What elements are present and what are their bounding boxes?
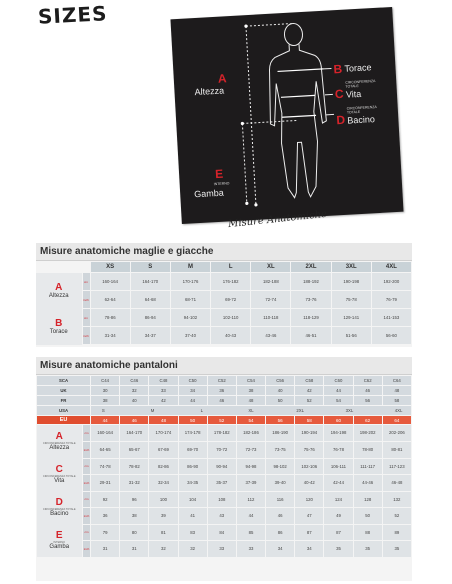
table-cell: 78-80	[353, 441, 382, 458]
table-cell: C44	[91, 376, 120, 386]
table-cell: 44	[236, 508, 265, 525]
row-label	[36, 309, 82, 345]
table-cell: 75-76	[295, 441, 324, 458]
table-cell: C54	[236, 376, 265, 386]
table-cell: 36	[207, 386, 236, 396]
table-cell: 43	[207, 508, 236, 525]
unit-label: inch	[83, 508, 91, 525]
table-cell: 38	[120, 508, 149, 525]
table-cell: 56-60	[371, 327, 411, 345]
table-cell: 182-188	[251, 273, 291, 291]
measure-name: Altezza	[49, 445, 70, 451]
measure-letter: D	[55, 497, 63, 508]
table-cell: 192-200	[371, 273, 411, 291]
table-cell: 190-198	[331, 273, 371, 291]
usa-size-value: 2XL	[296, 408, 305, 413]
table-cell: 80	[120, 524, 149, 541]
table-cell: 40-42	[295, 475, 324, 492]
usa-size-value	[165, 408, 190, 413]
measure-c-label: Vita	[345, 88, 362, 100]
measure-letter: A	[55, 431, 63, 442]
table-cell: 78-86	[90, 309, 130, 327]
table-cell: 90-94	[207, 458, 236, 475]
table-cell: 94-102	[170, 309, 210, 327]
table-cell: 76-78	[324, 441, 353, 458]
size-system-label: FR	[37, 396, 91, 406]
anatomy-caption: Misure Anatomiche	[227, 208, 328, 231]
shirts-table	[36, 243, 412, 347]
sizes-logo: SIZES	[37, 1, 109, 29]
row-label	[36, 273, 82, 309]
table-cell: 54	[324, 396, 353, 406]
table-cell: 62-64	[90, 291, 130, 309]
measure-sub: CIRCONFERENZA TOTALE	[42, 508, 76, 511]
table-cell: 67-69	[149, 441, 178, 458]
table-cell: 94-98	[236, 458, 265, 475]
measure-b-letter: B	[333, 61, 343, 77]
table-cell: 188-192	[291, 273, 331, 291]
table-cell: C58	[295, 376, 324, 386]
table-cell: 104	[178, 491, 207, 508]
table-row	[37, 491, 412, 508]
row-label	[37, 491, 83, 524]
usa-size-value: M	[150, 408, 155, 413]
size-code-row	[37, 406, 412, 416]
shirts-size-header	[36, 262, 412, 273]
table-cell: 69-70	[178, 441, 207, 458]
table-cell: 73-76	[291, 291, 331, 309]
table-cell: 48	[382, 386, 411, 396]
unit-label: cm	[83, 425, 91, 442]
table-cell: 178-182	[207, 425, 236, 442]
size-header-cell: L	[211, 262, 251, 273]
table-cell: 72-73	[236, 441, 265, 458]
table-cell: 44	[324, 386, 353, 396]
table-cell: 194-198	[324, 425, 353, 442]
table-cell: 182-186	[236, 425, 265, 442]
table-cell: 37-39	[236, 475, 265, 492]
table-cell: 170-174	[149, 425, 178, 442]
measure-c-letter: C	[334, 86, 344, 102]
table-cell: 65-67	[120, 441, 149, 458]
table-cell: 86-94	[130, 309, 170, 327]
table-cell: 48	[149, 416, 178, 425]
table-row	[36, 291, 412, 309]
table-cell: 74-78	[91, 458, 120, 475]
measure-letter: C	[55, 464, 63, 475]
table-cell: 72-74	[251, 291, 291, 309]
measure-d-label: Bacino	[347, 114, 376, 126]
size-header-cell: XS	[90, 262, 130, 273]
table-cell: 76-79	[371, 291, 411, 309]
table-cell: 110-118	[251, 309, 291, 327]
table-cell: 34-37	[130, 327, 170, 345]
table-cell: 34	[295, 541, 324, 558]
table-cell: C52	[207, 376, 236, 386]
measure-name: Altezza	[48, 292, 69, 299]
table-row	[37, 458, 412, 475]
table-cell: 34	[178, 386, 207, 396]
table-cell: C60	[324, 376, 353, 386]
table-cell: 38	[91, 396, 120, 406]
table-cell: 124	[324, 491, 353, 508]
table-cell: 128	[353, 491, 382, 508]
table-cell: 34	[266, 541, 295, 558]
table-cell: 33	[207, 541, 236, 558]
table-cell: 46	[120, 416, 149, 425]
usa-size-value: 3XL	[345, 408, 354, 413]
table-cell: 83	[178, 524, 207, 541]
table-cell: 198-202	[353, 425, 382, 442]
table-cell: 80-81	[382, 441, 411, 458]
table-cell: 40-43	[211, 327, 251, 345]
table-cell: 102-106	[295, 458, 324, 475]
pants-table	[36, 357, 412, 581]
measure-e-label: Gamba	[193, 187, 225, 200]
measure-a-letter: A	[217, 71, 227, 86]
table-cell: 35	[382, 541, 411, 558]
size-system-label: SCA	[37, 376, 91, 386]
table-cell: 116	[266, 491, 295, 508]
measure-letter: E	[55, 530, 63, 541]
table-cell: 117-123	[382, 458, 411, 475]
table-cell: 52	[295, 396, 324, 406]
unit-label: cm	[82, 309, 90, 327]
table-cell: 42-44	[324, 475, 353, 492]
table-cell: 81	[149, 524, 178, 541]
table-row	[36, 273, 412, 291]
table-cell: 47	[295, 508, 324, 525]
table-row	[37, 508, 412, 525]
table-cell: C64	[382, 376, 411, 386]
table-cell: 51-56	[331, 327, 371, 345]
table-cell: 68-71	[170, 291, 210, 309]
table-cell: 39	[149, 508, 178, 525]
table-cell: 35	[324, 541, 353, 558]
size-header-cell: XL	[251, 262, 291, 273]
table-cell: 42	[149, 396, 178, 406]
table-cell: 44	[178, 396, 207, 406]
size-code-row	[37, 376, 412, 386]
size-code-row	[37, 386, 412, 396]
table-cell: 50	[353, 508, 382, 525]
measure-name: Gamba	[49, 544, 70, 550]
table-cell: 29-31	[91, 475, 120, 492]
measure-c-sub: CIRCONFERENZA TOTALE	[345, 79, 376, 89]
pants-title: Misure anatomiche pantaloni	[36, 357, 412, 375]
table-cell: 37-40	[170, 327, 210, 345]
table-cell: 35-37	[207, 475, 236, 492]
size-header-cell: 2XL	[291, 262, 331, 273]
measure-sub: CIRCONFERENZA TOTALE	[42, 442, 76, 445]
table-cell: C48	[149, 376, 178, 386]
table-cell: 32	[149, 541, 178, 558]
size-header-cell: M	[170, 262, 210, 273]
table-cell: 52	[207, 416, 236, 425]
table-cell: 60	[324, 416, 353, 425]
table-row	[37, 441, 412, 458]
measure-name: Torace	[49, 328, 68, 335]
measure-e-sub: INTERNO	[213, 181, 230, 187]
table-cell: 86	[266, 524, 295, 541]
table-cell: 43-46	[251, 327, 291, 345]
table-cell: 64-65	[91, 441, 120, 458]
unit-label: cm	[82, 273, 90, 291]
unit-label: inch	[82, 327, 90, 345]
table-cell: 40	[266, 386, 295, 396]
table-cell: 120	[295, 491, 324, 508]
size-header-cell: 4XL	[371, 262, 411, 273]
table-row	[37, 524, 412, 541]
table-cell: 31	[120, 541, 149, 558]
usa-size-value: L	[200, 408, 203, 413]
table-cell: 41	[178, 508, 207, 525]
table-cell: 92	[91, 491, 120, 508]
usa-size-value: XL	[248, 408, 254, 413]
table-cell: 34-35	[178, 475, 207, 492]
table-cell: 190-194	[295, 425, 324, 442]
table-cell: 30	[91, 386, 120, 396]
table-cell: 132	[382, 491, 411, 508]
measure-d-sub: CIRCONFERENZA TOTALE	[346, 104, 377, 115]
measure-letter: B	[55, 317, 63, 329]
measure-letter: A	[55, 281, 63, 293]
table-cell: 85	[236, 524, 265, 541]
table-cell: 84	[207, 524, 236, 541]
unit-label: inch	[83, 541, 91, 558]
table-cell: 36	[91, 508, 120, 525]
table-cell: 174-178	[178, 425, 207, 442]
table-cell: 96	[120, 491, 149, 508]
table-cell: 164-170	[130, 273, 170, 291]
table-cell: 31	[91, 541, 120, 558]
measure-d-letter: D	[335, 112, 346, 128]
usa-size-cell	[91, 406, 412, 416]
table-row	[36, 327, 412, 345]
table-cell: 49	[324, 508, 353, 525]
table-cell: 33	[149, 386, 178, 396]
anatomy-card	[170, 7, 403, 224]
table-cell: 79	[91, 524, 120, 541]
table-cell: 73-75	[266, 441, 295, 458]
table-cell: 32	[178, 541, 207, 558]
table-cell: 31-32	[120, 475, 149, 492]
table-cell: 106-111	[324, 458, 353, 475]
usa-size-value	[263, 408, 288, 413]
table-cell: 170-176	[170, 273, 210, 291]
table-cell: 160-164	[91, 425, 120, 442]
measure-e-letter: E	[214, 166, 224, 182]
table-cell: 108	[207, 491, 236, 508]
table-cell: 42	[295, 386, 324, 396]
size-system-label: USA	[37, 406, 91, 416]
usa-size-value	[313, 408, 338, 413]
table-cell: 46-51	[291, 327, 331, 345]
table-cell: 160-164	[90, 273, 130, 291]
measure-name: Bacino	[50, 511, 69, 517]
table-cell: 78-82	[120, 458, 149, 475]
table-cell: 112	[236, 491, 265, 508]
table-cell: C56	[266, 376, 295, 386]
size-code-row	[37, 396, 412, 406]
table-row	[37, 425, 412, 442]
size-system-label: EU	[37, 416, 91, 425]
table-cell: C46	[120, 376, 149, 386]
table-cell: 44-46	[353, 475, 382, 492]
table-cell: 186-190	[266, 425, 295, 442]
table-cell: 32	[120, 386, 149, 396]
table-cell: 64	[382, 416, 411, 425]
unit-label: cm	[83, 491, 91, 508]
shirts-title: Misure anatomiche maglie e giacche	[36, 243, 412, 261]
table-cell: 46	[207, 396, 236, 406]
measure-sub: INTERNO	[53, 541, 66, 544]
table-cell: 38	[236, 386, 265, 396]
table-cell: 46	[353, 386, 382, 396]
table-cell: 75-78	[331, 291, 371, 309]
table-cell: 62	[353, 416, 382, 425]
table-cell: 58	[382, 396, 411, 406]
unit-label: cm	[83, 458, 91, 475]
table-cell: 46	[266, 508, 295, 525]
table-cell: 164-170	[120, 425, 149, 442]
table-cell: 88	[353, 524, 382, 541]
measure-sub: CIRCONFERENZA TOTALE	[42, 475, 76, 478]
table-cell: 31-34	[90, 327, 130, 345]
table-cell: 39-40	[266, 475, 295, 492]
measure-a-label: Altezza	[194, 85, 225, 98]
table-cell: 50	[266, 396, 295, 406]
table-cell: 46-48	[382, 475, 411, 492]
usa-size-value	[116, 408, 141, 413]
usa-size-value: S	[101, 408, 105, 413]
table-cell: 87	[295, 524, 324, 541]
usa-size-value	[362, 408, 387, 413]
unit-label: inch	[83, 441, 91, 458]
table-cell: 64-68	[130, 291, 170, 309]
table-cell: C62	[353, 376, 382, 386]
size-header-cell: 3XL	[331, 262, 371, 273]
table-cell: 50	[178, 416, 207, 425]
table-cell: 86-90	[178, 458, 207, 475]
table-cell: 87	[324, 524, 353, 541]
table-row	[37, 541, 412, 558]
table-cell: 40	[120, 396, 149, 406]
unit-label: inch	[83, 475, 91, 492]
size-header-cell: S	[130, 262, 170, 273]
table-cell: 44	[91, 416, 120, 425]
row-label	[37, 458, 83, 491]
table-cell: 56	[353, 396, 382, 406]
table-cell: 202-206	[382, 425, 411, 442]
table-cell: 52	[382, 508, 411, 525]
unit-label: inch	[82, 291, 90, 309]
row-label	[37, 524, 83, 557]
table-cell: 98-102	[266, 458, 295, 475]
unit-label: cm	[83, 524, 91, 541]
table-cell: 48	[236, 396, 265, 406]
table-cell: 35	[353, 541, 382, 558]
table-cell: 70-72	[207, 441, 236, 458]
table-cell: 32-34	[149, 475, 178, 492]
table-cell: 82-86	[149, 458, 178, 475]
table-cell: 58	[295, 416, 324, 425]
table-cell: 100	[149, 491, 178, 508]
table-cell: 141-153	[371, 309, 411, 327]
table-cell: 129-141	[331, 309, 371, 327]
table-cell: 102-110	[211, 309, 251, 327]
table-row	[36, 309, 412, 327]
table-cell: 54	[236, 416, 265, 425]
measure-name: Vita	[54, 478, 65, 484]
eu-size-row	[37, 416, 412, 425]
row-label	[37, 425, 83, 459]
table-cell: C50	[178, 376, 207, 386]
table-cell: 69-72	[211, 291, 251, 309]
size-system-label: UK	[37, 386, 91, 396]
usa-size-value: 4XL	[394, 408, 403, 413]
table-cell: 176-182	[211, 273, 251, 291]
table-cell: 118-129	[291, 309, 331, 327]
usa-size-value	[214, 408, 239, 413]
measure-b-label: Torace	[344, 62, 372, 74]
table-cell: 111-117	[353, 458, 382, 475]
table-row	[37, 475, 412, 492]
table-cell: 89	[382, 524, 411, 541]
table-cell: 33	[236, 541, 265, 558]
table-cell: 56	[266, 416, 295, 425]
